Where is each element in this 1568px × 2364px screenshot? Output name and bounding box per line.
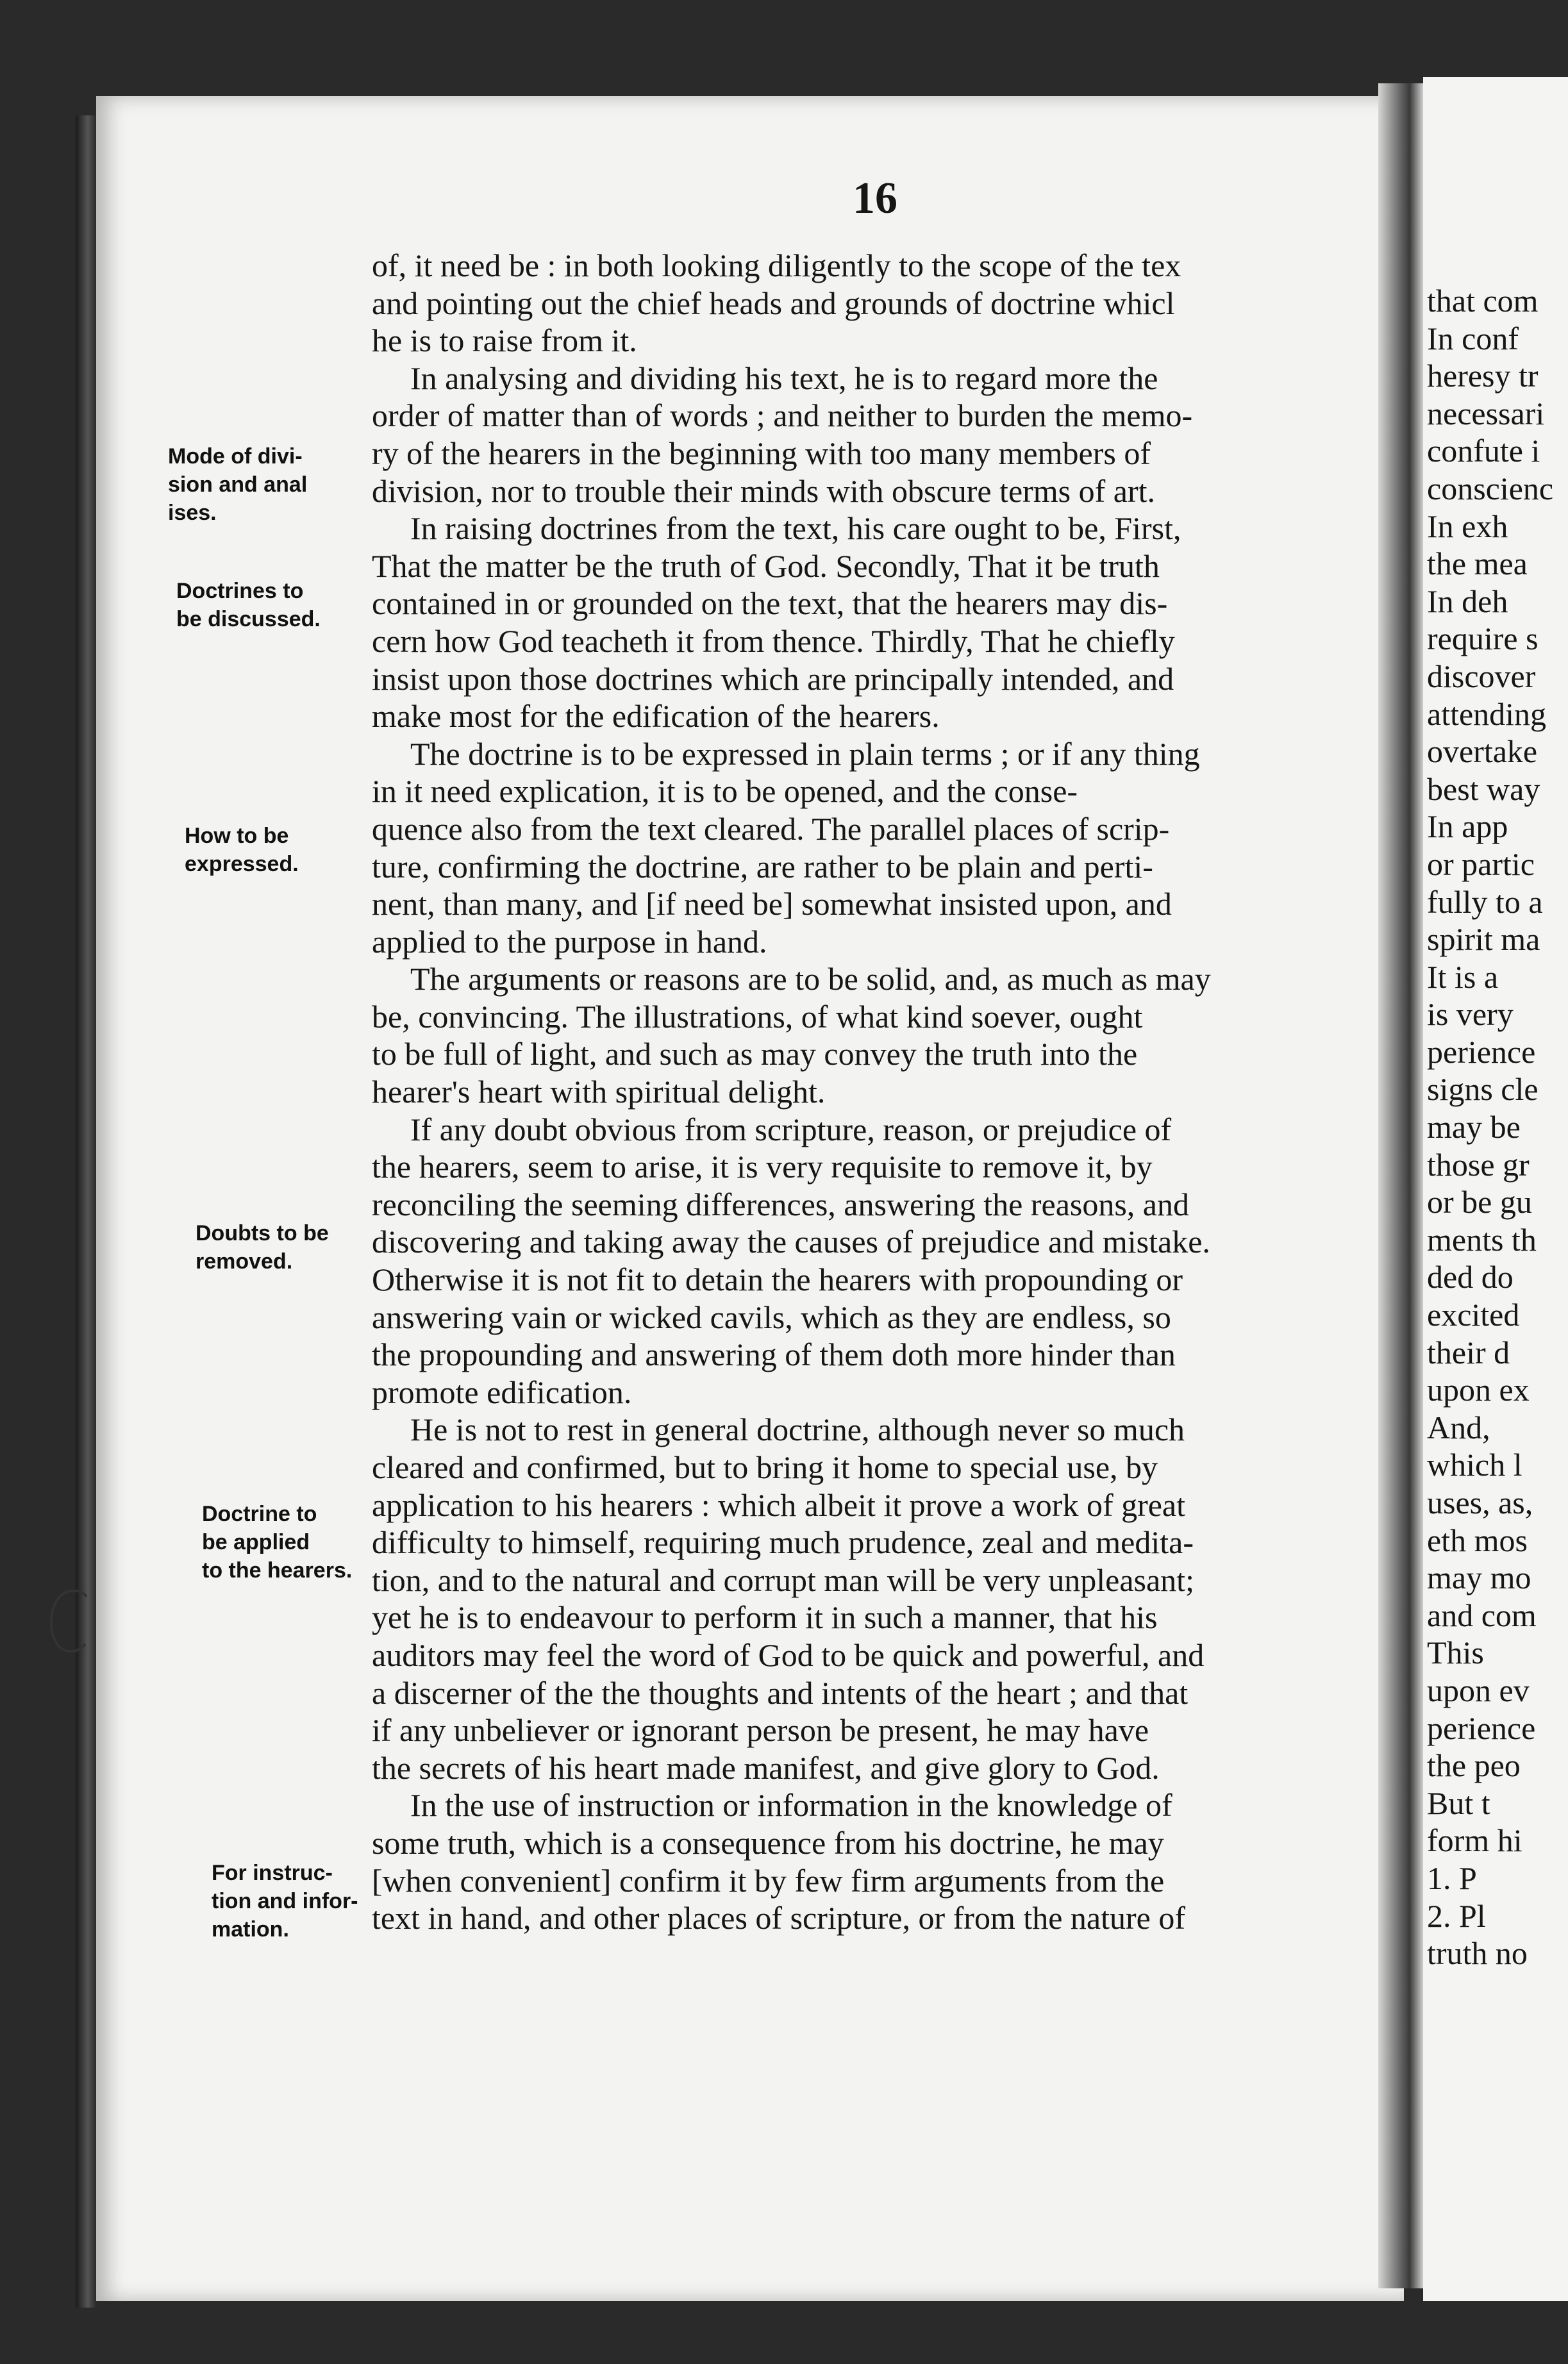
right-text-line: may be <box>1427 1109 1521 1145</box>
right-text-line: heresy tr <box>1427 358 1539 394</box>
text-line: promote edification. <box>372 1374 632 1410</box>
margin-note-line: be applied <box>202 1530 310 1554</box>
ink-mark <box>50 1590 94 1652</box>
right-text-line: upon ev <box>1427 1672 1530 1708</box>
text-line: division, nor to trouble their minds with obscure terms of art. <box>372 472 1156 509</box>
right-text-line: It is a <box>1427 958 1499 995</box>
text-line: [when convenient] confirm it by few firm arguments from the <box>372 1862 1165 1899</box>
right-text-line: confute i <box>1427 433 1540 469</box>
margin-note-line: Doctrines to <box>176 579 304 603</box>
text-line: discovering and taking away the causes of prejudice and mistake. <box>372 1224 1210 1260</box>
text-line: auditors may feel the word of God to be quick and powerful, and <box>372 1636 1205 1673</box>
margin-note-line: expressed. <box>185 852 299 876</box>
text-line: The arguments or reasons are to be solid, and, as much as may <box>410 961 1211 997</box>
right-text-line: the peo <box>1427 1747 1521 1784</box>
right-text-line: excited <box>1427 1297 1520 1333</box>
right-text-line: signs cle <box>1427 1071 1539 1108</box>
text-line: In the use of instruction or information in the knowledge of <box>410 1787 1172 1824</box>
right-text-line: conscienc <box>1427 470 1554 506</box>
margin-note-line: ises. <box>168 501 217 525</box>
margin-note-line: Doubts to be <box>196 1221 329 1245</box>
margin-note-line: For instruc- <box>212 1861 333 1885</box>
margin-note-line: How to be <box>185 824 289 848</box>
text-line: some truth, which is a consequence from his doctrine, he may <box>372 1824 1164 1861</box>
text-line: and pointing out the chief heads and grounds of doctrine whicl <box>372 285 1175 321</box>
right-text-line: that com <box>1427 283 1539 319</box>
text-line: make most for the edification of the hearers. <box>372 698 940 735</box>
text-line: be, convincing. The illustrations, of what kind soever, ought <box>372 998 1143 1035</box>
right-text-line: In deh <box>1427 583 1508 619</box>
right-text-line: overtake <box>1427 733 1538 770</box>
text-line: reconciling the seeming differences, answering the reasons, and <box>372 1186 1189 1222</box>
right-text-line: form hi <box>1427 1822 1522 1859</box>
right-text-line: eth mos <box>1427 1522 1528 1558</box>
margin-note-division <box>168 442 386 527</box>
right-text-line: 1. P <box>1427 1860 1477 1896</box>
margin-note-line: sion and anal <box>168 472 308 497</box>
text-line: order of matter than of words ; and neither to burden the memo- <box>372 397 1193 434</box>
right-text-line: This <box>1427 1635 1484 1671</box>
right-text-line: ded do <box>1427 1259 1514 1295</box>
margin-note-line: removed. <box>196 1249 293 1274</box>
right-text-line: their d <box>1427 1334 1510 1370</box>
text-line: difficulty to himself, requiring much prudence, zeal and medita- <box>372 1524 1194 1561</box>
right-text-line: perience <box>1427 1710 1536 1746</box>
text-line: in it need explication, it is to be opened, and the conse- <box>372 773 1078 810</box>
text-line: cleared and confirmed, but to bring it home to special use, by <box>372 1449 1158 1485</box>
text-line: application to his hearers : which albeit it prove a work of great <box>372 1486 1186 1523</box>
text-line: contained in or grounded on the text, that the hearers may dis- <box>372 585 1168 622</box>
text-line: of, it need be : in both looking diligently to the scope of the tex <box>372 247 1181 283</box>
right-text-line: upon ex <box>1427 1372 1530 1408</box>
right-text-line: or partic <box>1427 845 1535 882</box>
text-line: to be full of light, and such as may convey the truth into the <box>372 1036 1138 1072</box>
right-text-line: In exh <box>1427 508 1508 544</box>
right-page-text <box>1427 282 1568 1972</box>
margin-note-line: mation. <box>212 1917 289 1942</box>
margin-note-doubts <box>196 1219 413 1276</box>
margin-note-doctrines <box>176 577 394 633</box>
text-line: insist upon those doctrines which are principally intended, and <box>372 660 1174 697</box>
text-line: hearer's heart with spiritual delight. <box>372 1074 826 1110</box>
right-text-line: In app <box>1427 808 1508 845</box>
right-text-line: the mea <box>1427 545 1528 582</box>
right-text-line: may mo <box>1427 1560 1531 1596</box>
page-edge <box>76 115 96 2308</box>
right-text-line: truth no <box>1427 1935 1528 1972</box>
right-text-line: discover <box>1427 658 1536 694</box>
text-line: if any unbeliever or ignorant person be present, he may have <box>372 1712 1149 1749</box>
margin-note-line: Mode of divi- <box>168 444 303 469</box>
right-text-line: which l <box>1427 1447 1522 1483</box>
text-line: ry of the hearers in the beginning with too many members of <box>372 435 1151 471</box>
main-text-column <box>372 247 1410 1937</box>
text-line: the propounding and answering of them doth more hinder than <box>372 1336 1176 1373</box>
text-line: cern how God teacheth it from thence. Thirdly, That he chiefly <box>372 622 1175 659</box>
right-text-line: those gr <box>1427 1146 1530 1183</box>
right-text-line: attending <box>1427 695 1547 732</box>
right-text-line: And, <box>1427 1409 1490 1445</box>
right-text-line: require s <box>1427 620 1539 657</box>
right-text-line: best way <box>1427 770 1540 807</box>
margin-note-line: Doctrine to <box>202 1502 317 1526</box>
right-text-line: But t <box>1427 1785 1490 1821</box>
text-line: ture, confirming the doctrine, are rather to be plain and perti- <box>372 848 1153 885</box>
text-line: nent, than many, and [if need be] somewhat insisted upon, and <box>372 886 1172 922</box>
right-text-line: uses, as, <box>1427 1485 1533 1520</box>
right-text-line: 2. Pl <box>1427 1897 1486 1934</box>
text-line: the secrets of his heart made manifest, and give glory to God. <box>372 1749 1160 1786</box>
right-text-line: is very <box>1427 996 1514 1033</box>
margin-note-expressed <box>185 822 403 878</box>
text-line: yet he is to endeavour to perform it in such a manner, that his <box>372 1599 1158 1636</box>
text-line: That the matter be the truth of God. Secondly, That it be truth <box>372 547 1160 584</box>
text-line: a discerner of the the thoughts and intents of the heart ; and that <box>372 1674 1189 1711</box>
margin-note-line: tion and infor- <box>212 1889 358 1913</box>
text-line: In raising doctrines from the text, his care ought to be, First, <box>410 510 1181 547</box>
page-number: 16 <box>853 174 897 223</box>
text-line: answering vain or wicked cavils, which as they are endless, so <box>372 1299 1171 1335</box>
right-text-line: necessari <box>1427 395 1545 431</box>
right-text-line: fully to a <box>1427 883 1543 920</box>
text-line: He is not to rest in general doctrine, although never so much <box>410 1411 1185 1448</box>
right-text-line: or be gu <box>1427 1184 1532 1220</box>
text-line: The doctrine is to be expressed in plain terms ; or if any thing <box>410 735 1200 772</box>
text-line: In analysing and dividing his text, he is to regard more the <box>410 360 1158 396</box>
text-line: he is to raise from it. <box>372 322 637 359</box>
text-line: tion, and to the natural and corrupt man will be very unpleasant; <box>372 1561 1194 1598</box>
text-line: quence also from the text cleared. The parallel places of scrip- <box>372 810 1170 847</box>
text-line: text in hand, and other places of scripture, or from the nature of <box>372 1900 1185 1936</box>
margin-note-instruction <box>212 1859 430 1944</box>
margin-note-line: be discussed. <box>176 607 321 631</box>
text-line: applied to the purpose in hand. <box>372 923 767 960</box>
text-line: Otherwise it is not fit to detain the hearers with propounding or <box>372 1261 1183 1298</box>
right-text-line: perience <box>1427 1033 1536 1070</box>
text-line: the hearers, seem to arise, it is very requisite to remove it, by <box>372 1149 1153 1185</box>
right-text-line: ments th <box>1427 1221 1537 1258</box>
right-text-line: In conf <box>1427 320 1519 356</box>
text-line: If any doubt obvious from scripture, reason, or prejudice of <box>410 1111 1172 1147</box>
right-text-line: and com <box>1427 1597 1537 1633</box>
margin-note-line: to the hearers. <box>202 1558 353 1583</box>
margin-note-application <box>202 1500 420 1585</box>
right-text-line: spirit ma <box>1427 921 1540 958</box>
